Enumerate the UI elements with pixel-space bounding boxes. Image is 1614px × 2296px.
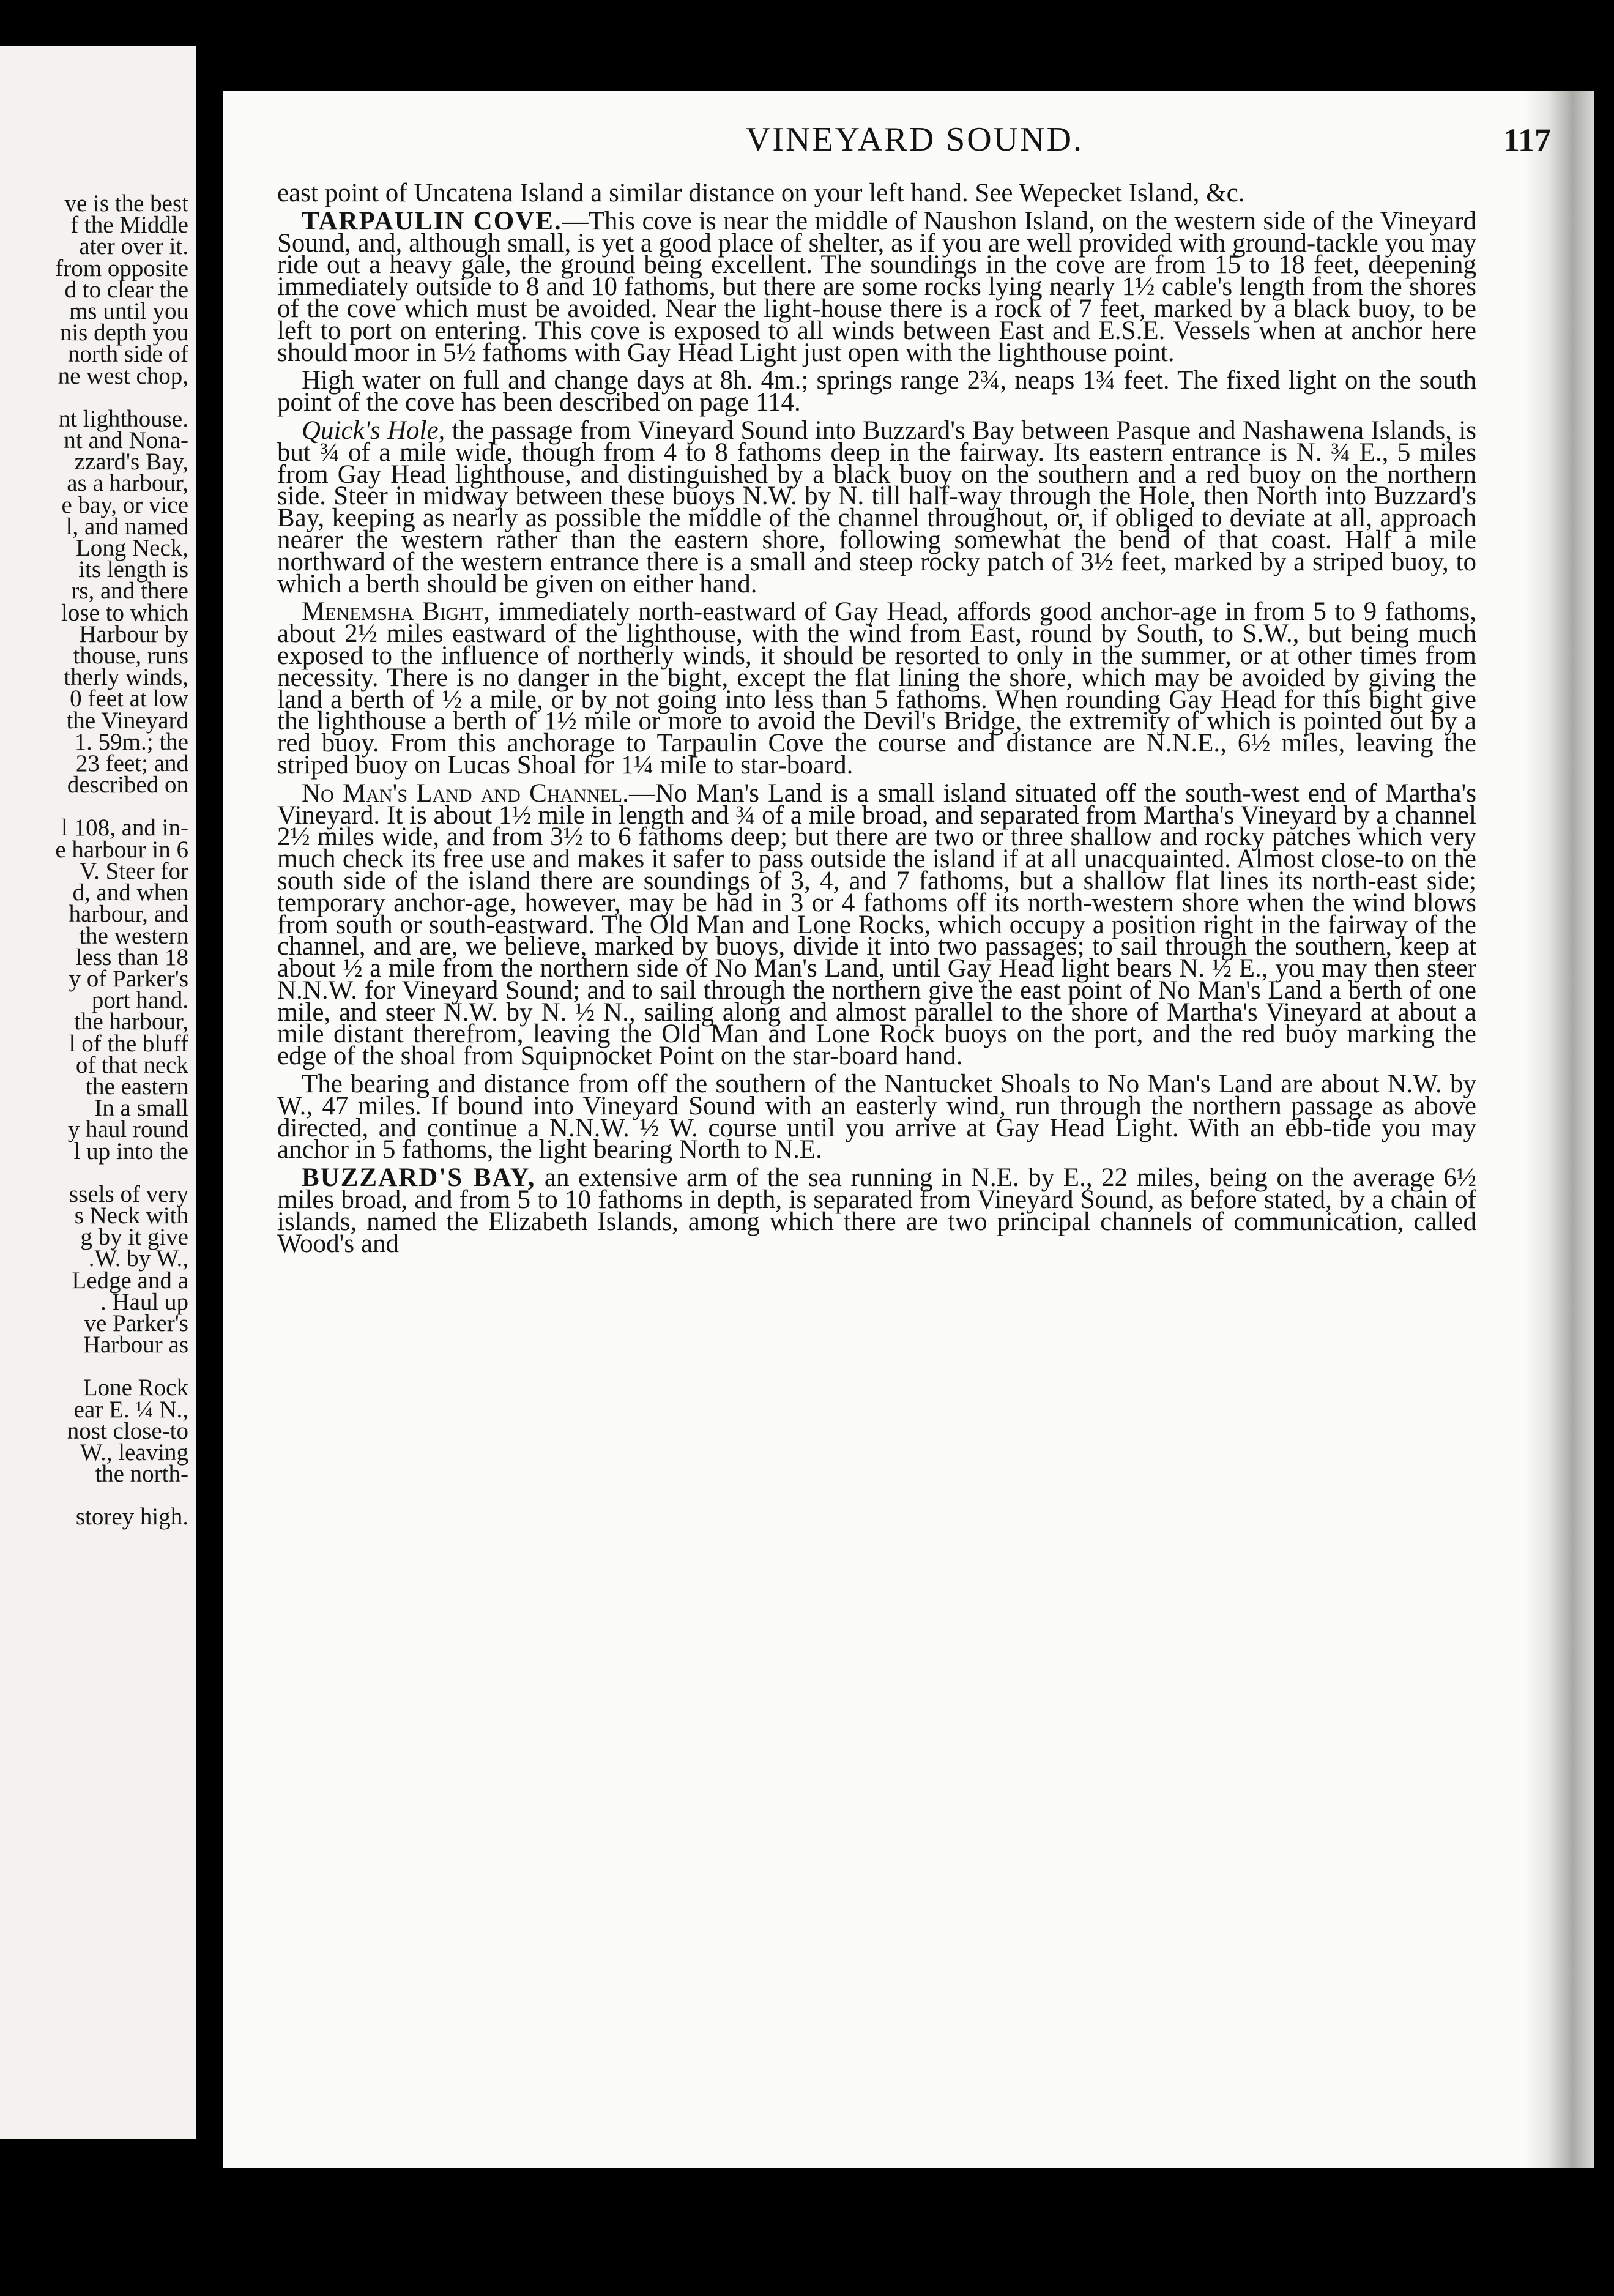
left-fragment-line: l up into the	[73, 1138, 188, 1165]
left-fragment-line: its length is	[78, 556, 188, 583]
left-fragment-line: W., leaving	[80, 1439, 188, 1466]
left-fragment-line: Harbour by	[79, 621, 188, 647]
paragraph-uncatena: east point of Uncatena Island a similar distance on your left hand. See Wepecket Island, &c.	[277, 179, 1245, 207]
left-fragment-line: e harbour in 6	[55, 836, 188, 863]
left-fragment-line: the Vineyard	[66, 707, 188, 734]
left-fragment-line: In a small	[94, 1095, 188, 1122]
left-fragment-line: . Haul up	[100, 1288, 188, 1315]
heading-quicks-hole: Quick's Hole,	[302, 416, 445, 445]
left-fragment-line: Lone Rock	[83, 1374, 188, 1401]
left-fragment-line: Harbour as	[83, 1332, 188, 1359]
left-fragment-line: ater over it.	[79, 233, 188, 260]
left-fragment-line: y of Parker's	[69, 965, 188, 992]
paragraph-no-mans-land	[277, 778, 1476, 1071]
right-page	[223, 91, 1594, 2168]
left-fragment-line: 23 feet; and	[75, 750, 188, 777]
left-fragment-line: of that neck	[75, 1051, 188, 1078]
running-head	[278, 120, 1551, 163]
left-fragment-gap	[0, 796, 188, 817]
left-fragment-line: d to clear the	[64, 276, 188, 303]
left-fragment-line: 1. 59m.; the	[74, 728, 188, 755]
paragraph-buzzards-bay	[277, 1163, 1476, 1258]
left-fragment-line: zzard's Bay,	[74, 449, 188, 475]
left-fragment-line: thouse, runs	[73, 643, 188, 669]
left-fragment-line: the eastern	[86, 1073, 188, 1100]
left-fragment-line: y haul round	[67, 1116, 188, 1143]
left-fragment-line: described on	[67, 772, 188, 799]
left-fragment-line: ve is the best	[64, 190, 188, 217]
left-fragment-line: ne west chop,	[58, 362, 188, 389]
left-fragment-line: storey high.	[75, 1504, 188, 1530]
paragraph-tarpaulin-cove	[277, 206, 1476, 367]
left-fragment-line: e bay, or vice	[61, 491, 188, 518]
paragraph-menemsha-bight	[277, 597, 1476, 780]
left-fragment-line: s Neck with	[74, 1202, 188, 1229]
left-fragment-line: the harbour,	[74, 1008, 188, 1035]
left-fragment-gap	[0, 387, 188, 408]
left-fragment-line: Long Neck,	[75, 535, 188, 562]
paragraph-no-mans-land-text: —No Man's Land is a small island situated off the south-west end of Martha's Vineyard. It is about 1½ mile in length and ¾ of a mile broad, and separated from Martha's Vineyard by a channel 2½ miles wide, and from 3½ to 6 fathoms deep; but there are two or three shallow and rocky patches which very much check its free use and makes it safer to pass outside the island if at all unacquainted. Almost close-to on the south side of the island there are soundings of 3, 4, and 7 fathoms, but a shallow flat lines its north-east side; temporary anchor-age, however, may be had in 3 or 4 fathoms off its north-western shore when the wind blows from south or south-eastward. The Old Man and Lone Rocks, which occupy a position right in the fairway of the channel, and are, we believe, marked by buoys, divide it into two passages; to sail through the southern, keep at about ½ a mile from the northern side of No Man's Land, until Gay Head light bears N. ½ E., you may then steer N.N.W. for Vineyard Sound; and to sail through the northern give the east point of No Man's Land a berth of one mile, and steer N.W. by N. ½ N., sailing along and almost parallel to the shore of Martha's Vineyard at about a mile distant therefrom, leaving the Old Man and Lone Rock buoys on the port, and the red buoy marking the edge of the shoal from Squipnocket Point on the star-board hand.	[277, 778, 1476, 1071]
left-fragment-gap	[0, 1485, 188, 1506]
left-fragment-line: harbour, and	[69, 901, 188, 928]
left-fragment-line: port hand.	[91, 987, 188, 1014]
left-fragment-line: therly winds,	[64, 664, 188, 691]
left-fragment-line: f the Middle	[70, 212, 188, 239]
paragraph-menemsha-bight-text: immediately north-eastward of Gay Head, affords good anchor-age in from 5 to 9 fathoms, about 2½ miles eastward of the lighthouse, with the wind from East, round by South, to S.W., but being much exposed to the influence of northerly winds, it should be resorted to only in the summer, or at other times from necessity. There is no danger in the bight, except the flat lining the shore, which may be avoided by giving the land a berth of ½ a mile, or by not going into less than 5 fathoms. When rounding Gay Head for this bight give the lighthouse a berth of 1½ mile or more to avoid the Devil's Bridge, the extremity of which is pointed out by a red buoy. From this anchorage to Tarpaulin Cove the course and distance are N.N.E., 6½ miles, leaving the striped buoy on Lucas Shoal for 1¼ mile to star-board.	[277, 597, 1476, 780]
paragraph-high-water: High water on full and change days at 8h. 4m.; springs range 2¾, neaps 1¾ feet. The fixed light on the south point of the cove has been described on page 114.	[277, 366, 1476, 417]
left-fragment-line: nt lighthouse.	[58, 405, 188, 432]
left-fragment-line: .W. by W.,	[88, 1245, 188, 1272]
paragraph-buzzards-bay-text: an extensive arm of the sea running in N.E. by E., 22 miles, being on the average 6½ miles broad, and from 5 to 10 fathoms in depth, is separated from Vineyard Sound, as before stated, by a chain of islands, named the Elizabeth Islands, among which there are two principal channels of communication, called Wood's and	[277, 1163, 1476, 1258]
left-fragment-line: ssels of very	[69, 1180, 188, 1207]
left-fragment-line: ve Parker's	[84, 1310, 188, 1336]
heading-tarpaulin-cove: TARPAULIN COVE.	[302, 206, 562, 236]
left-fragment-gap	[0, 1355, 188, 1377]
left-fragment-line: d, and when	[72, 879, 188, 906]
left-fragment-line: nis depth you	[59, 319, 188, 346]
running-head-title: VINEYARD SOUND.	[745, 121, 1084, 158]
left-page-fragment	[0, 46, 196, 2139]
left-fragment-line: nt and Nona-	[64, 427, 188, 454]
paragraph-nantucket-bearing: The bearing and distance from off the southern of the Nantucket Shoals to No Man's Land are about N.W. by W., 47 miles. If bound into Vineyard Sound with an easterly wind, run through the northern passage as above directed, and continue a N.N.W. ½ W. course until you arrive at Gay Head Light. With an ebb-tide you may anchor in 5 fathoms, the light bearing North to N.E.	[277, 1070, 1476, 1165]
left-fragment-line: l, and named	[65, 513, 188, 540]
paragraph-quicks-hole-text: the passage from Vineyard Sound into Buzzard's Bay between Pasque and Nashawena Islands, is but ¾ of a mile wide, though from 4 to 8 fathoms deep in the fairway. Its eastern entrance is N. ¾ E., 5 miles from Gay Head lighthouse, and distinguished by a black buoy on the southern and a red buoy on the northern side. Steer in midway between these buoys N.W. by N. till half-way through the Hole, then North into Buzzard's Bay, keeping as nearly as possible the middle of the channel throughout, or, if obliged to deviate at all, approach nearer the western rather than the eastern shore, following somewhat the bend of that coast. Half a mile northward of the western entrance there is a small and steep rocky patch of 3½ feet, marked by a striped buoy, to which a berth should be given on either hand.	[277, 416, 1477, 598]
left-fragment-line: Ledge and a	[72, 1267, 188, 1294]
left-page-text-column	[0, 190, 188, 1530]
left-fragment-line: north side of	[67, 341, 188, 368]
left-fragment-line: V. Steer for	[80, 857, 188, 884]
left-fragment-line: ear E. ¼ N.,	[73, 1396, 188, 1423]
left-fragment-gap	[0, 1162, 188, 1183]
body-text	[277, 179, 1477, 1261]
heading-no-mans-land: No Man's Land and Channel.	[302, 778, 629, 808]
left-fragment-line: 0 feet at low	[70, 685, 188, 712]
paragraph-tarpaulin-cove-text: —This cove is near the middle of Naushon Island, on the western side of the Vineyard Sound, and, although small, is yet a good place of shelter, as if you are well provided with ground-tackle you may ride out a heavy gale, the ground being excellent. The soundings in the cove are from 15 to 18 feet, deepening immediately outside to 8 and 10 fathoms, but there are some rocks lying nearly 1½ cable's length from the shores of the cove which must be avoided. Near the light-house there is a rock of 7 feet, marked by a black buoy, to be left to port on entering. This cove is exposed to all winds between East and E.S.E. Vessels when at anchor here should moor in 5½ fathoms with Gay Head Light just open with the lighthouse point.	[277, 206, 1476, 367]
page-number: 117	[1503, 122, 1551, 158]
left-fragment-line: lose to which	[61, 599, 188, 626]
left-fragment-line: ms until you	[69, 298, 188, 325]
left-fragment-line: l 108, and in-	[61, 814, 188, 841]
left-fragment-line: g by it give	[80, 1224, 188, 1251]
heading-menemsha-bight: Menemsha Bight,	[302, 597, 490, 627]
left-fragment-line: the north-	[95, 1461, 188, 1488]
heading-buzzards-bay: BUZZARD'S BAY,	[302, 1163, 536, 1193]
left-fragment-line: nost close-to	[67, 1417, 188, 1444]
left-fragment-line: less than 18	[75, 944, 188, 971]
left-fragment-line: l of the bluff	[69, 1030, 188, 1057]
left-fragment-line: the western	[79, 922, 188, 949]
page-edge-shadow	[1523, 91, 1594, 2168]
left-fragment-line: rs, and there	[71, 578, 188, 605]
left-fragment-line: as a harbour,	[67, 470, 188, 497]
left-fragment-line: from opposite	[55, 255, 188, 281]
paragraph-quicks-hole	[277, 416, 1477, 598]
